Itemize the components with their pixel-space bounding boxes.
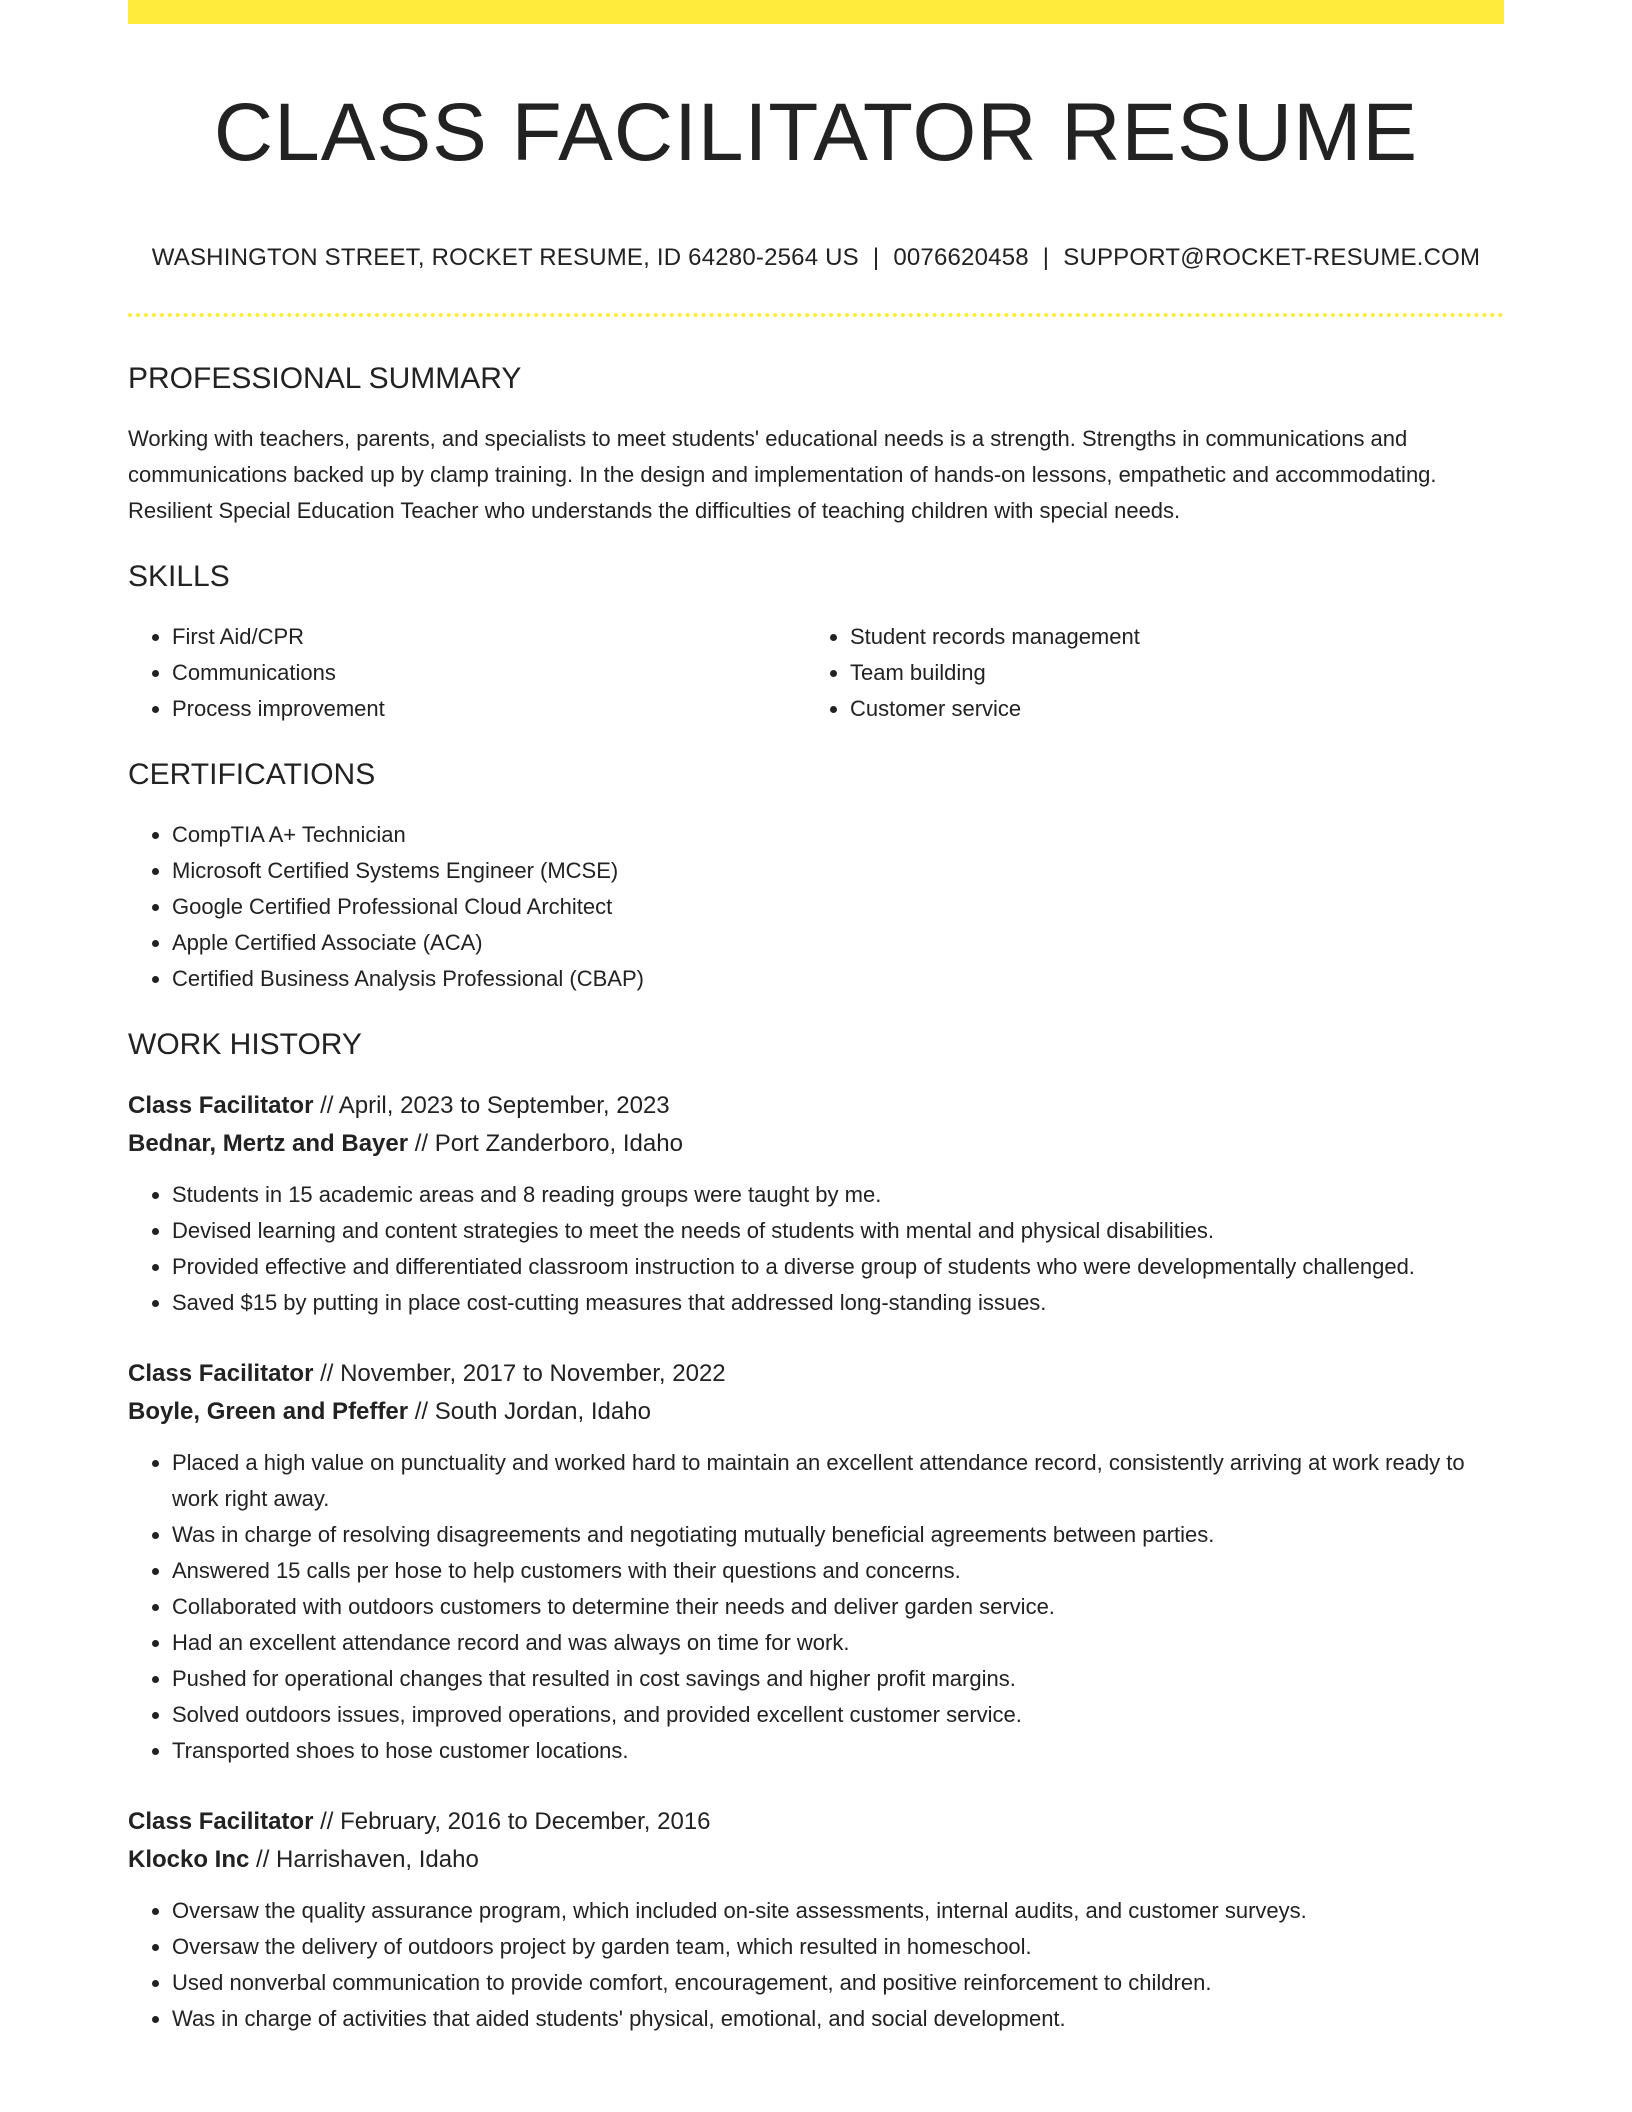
job-title: Class Facilitator bbox=[128, 1360, 314, 1388]
job-bullets bbox=[128, 1893, 1504, 2037]
certification-item: • Google Certified Professional Cloud Architect bbox=[172, 889, 1504, 925]
job-location: // Port Zanderboro, Idaho bbox=[408, 1130, 683, 1158]
job-employer: Bednar, Mertz and Bayer bbox=[128, 1130, 409, 1158]
skills-heading: SKILLS bbox=[128, 560, 230, 594]
job-title: Class Facilitator bbox=[128, 1092, 314, 1120]
job-bullet: • Devised learning and content strategies to meet the needs of students with mental and physical disabilities. bbox=[172, 1213, 1504, 1249]
job-entry bbox=[128, 1803, 1504, 2037]
job-employer: Klocko Inc bbox=[128, 1846, 250, 1874]
job-bullet: • Students in 15 academic areas and 8 reading groups were taught by me. bbox=[172, 1177, 1504, 1213]
contact-separator: | bbox=[872, 244, 880, 272]
job-title-line bbox=[128, 1087, 1504, 1125]
job-employer: Boyle, Green and Pfeffer bbox=[128, 1398, 409, 1426]
certification-item: • CompTIA A+ Technician bbox=[172, 817, 1504, 853]
certifications-heading: CERTIFICATIONS bbox=[128, 758, 376, 792]
skills-column-right bbox=[806, 619, 1484, 727]
job-bullet: • Oversaw the quality assurance program, which included on-site assessments, internal audits, and customer surveys. bbox=[172, 1893, 1504, 1929]
contact-line bbox=[128, 244, 1504, 273]
job-bullet: • Collaborated with outdoors customers to determine their needs and deliver garden service. bbox=[172, 1589, 1504, 1625]
skill-item: • Team building bbox=[850, 655, 1484, 691]
skills-list-left bbox=[128, 619, 806, 727]
certification-item: • Apple Certified Associate (ACA) bbox=[172, 925, 1504, 961]
job-entry bbox=[128, 1355, 1504, 1769]
skills-list-right bbox=[806, 619, 1484, 727]
certifications-list bbox=[128, 817, 1504, 997]
resume-page bbox=[128, 0, 1504, 2037]
work-history-heading: WORK HISTORY bbox=[128, 1028, 362, 1062]
job-bullet: • Solved outdoors issues, improved operations, and provided excellent customer service. bbox=[172, 1697, 1504, 1733]
certification-item: • Microsoft Certified Systems Engineer (MCSE) bbox=[172, 853, 1504, 889]
summary-section bbox=[128, 361, 1504, 529]
job-entry bbox=[128, 1087, 1504, 1321]
certifications-section bbox=[128, 757, 1504, 997]
top-accent-bar bbox=[128, 0, 1504, 24]
skill-item: • Process improvement bbox=[172, 691, 806, 727]
skill-item: • Student records management bbox=[850, 619, 1484, 655]
job-title: Class Facilitator bbox=[128, 1808, 314, 1836]
skill-item: • First Aid/CPR bbox=[172, 619, 806, 655]
job-bullet: • Transported shoes to hose customer locations. bbox=[172, 1733, 1504, 1769]
contact-email: SUPPORT@ROCKET-RESUME.COM bbox=[1063, 244, 1481, 272]
skills-section bbox=[128, 559, 1504, 727]
job-title-line bbox=[128, 1355, 1504, 1393]
job-dates: // November, 2017 to November, 2022 bbox=[313, 1360, 726, 1388]
job-bullet: • Answered 15 calls per hose to help customers with their questions and concerns. bbox=[172, 1553, 1504, 1589]
contact-address: WASHINGTON STREET, ROCKET RESUME, ID 64280-2564 US bbox=[151, 244, 859, 272]
job-bullets bbox=[128, 1445, 1504, 1769]
job-employer-line bbox=[128, 1125, 1504, 1163]
skill-item: • Customer service bbox=[850, 691, 1484, 727]
job-bullet: • Pushed for operational changes that resulted in cost savings and higher profit margins. bbox=[172, 1661, 1504, 1697]
job-dates: // February, 2016 to December, 2016 bbox=[313, 1808, 711, 1836]
work-history-section bbox=[128, 1027, 1504, 2037]
skills-grid bbox=[128, 619, 1504, 727]
job-bullets bbox=[128, 1177, 1504, 1321]
job-bullet: • Had an excellent attendance record and was always on time for work. bbox=[172, 1625, 1504, 1661]
job-bullet: • Placed a high value on punctuality and worked hard to maintain an excellent attendance record, consistently arriving at work ready to work right away. bbox=[172, 1445, 1504, 1517]
job-employer-line bbox=[128, 1841, 1504, 1879]
job-bullet: • Was in charge of resolving disagreements and negotiating mutually beneficial agreements between parties. bbox=[172, 1517, 1504, 1553]
job-location: // Harrishaven, Idaho bbox=[249, 1846, 479, 1874]
job-location: // South Jordan, Idaho bbox=[408, 1398, 651, 1426]
summary-text: Working with teachers, parents, and specialists to meet students' educational needs is a strength. Strengths in communications and communications backed up by clamp training. In the design and implementation of hands-on lessons, empathetic and accommodating. Resilient Special Education Teacher who understands the difficulties of teaching children with special needs. bbox=[128, 426, 1437, 524]
job-bullet: • Provided effective and differentiated classroom instruction to a diverse group of students who were developmentally challenged. bbox=[172, 1249, 1504, 1285]
job-bullet: • Saved $15 by putting in place cost-cutting measures that addressed long-standing issues. bbox=[172, 1285, 1504, 1321]
contact-separator: | bbox=[1042, 244, 1050, 272]
summary-heading: PROFESSIONAL SUMMARY bbox=[128, 362, 522, 396]
skills-column-left bbox=[128, 619, 806, 727]
job-employer-line bbox=[128, 1393, 1504, 1431]
job-title-line bbox=[128, 1803, 1504, 1841]
contact-phone: 0076620458 bbox=[893, 244, 1029, 272]
job-bullet: • Used nonverbal communication to provide comfort, encouragement, and positive reinforcement to children. bbox=[172, 1965, 1504, 2001]
job-bullet: • Oversaw the delivery of outdoors project by garden team, which resulted in homeschool. bbox=[172, 1929, 1504, 1965]
job-bullet: • Was in charge of activities that aided students' physical, emotional, and social development. bbox=[172, 2001, 1504, 2037]
skill-item: • Communications bbox=[172, 655, 806, 691]
job-dates: // April, 2023 to September, 2023 bbox=[313, 1092, 670, 1120]
dotted-divider bbox=[128, 313, 1504, 317]
certification-item: • Certified Business Analysis Professional (CBAP) bbox=[172, 961, 1504, 997]
resume-title: CLASS FACILITATOR RESUME bbox=[213, 87, 1419, 178]
